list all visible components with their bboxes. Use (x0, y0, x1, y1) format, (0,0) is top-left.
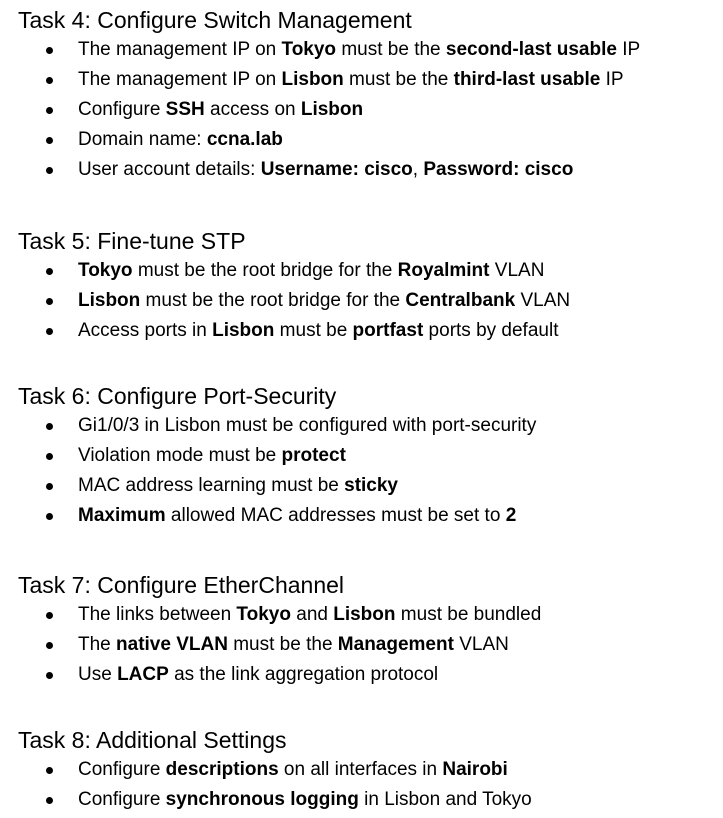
list-item (18, 316, 718, 346)
text-run: protect (281, 445, 346, 466)
text-run: The management IP on (78, 39, 282, 60)
text-run: The management IP on (78, 69, 282, 90)
text-run: Password: cisco (423, 159, 574, 180)
task-4-list (18, 35, 718, 185)
text-run: IP (616, 39, 641, 60)
text-run: Lisbon (212, 320, 275, 341)
text-run: Configure (78, 789, 166, 810)
bullet-icon (46, 612, 53, 619)
text-run: Lisbon (78, 290, 141, 311)
text-run: and (290, 604, 334, 625)
task-6-list (18, 411, 718, 531)
text-run: third-last usable (453, 69, 601, 90)
text-run: Violation mode must be (78, 445, 282, 466)
text-run: access on (204, 99, 301, 120)
text-run: portfast (352, 320, 424, 341)
bullet-icon (46, 423, 53, 430)
text-run: Management (337, 634, 454, 655)
text-run: must be bundled (395, 604, 542, 625)
text-run: VLAN (453, 634, 509, 655)
text-run: VLAN (489, 260, 545, 281)
text-run: 2 (505, 505, 517, 526)
text-run: IP (600, 69, 624, 90)
text-run: native VLAN (116, 634, 228, 655)
task-7-list (18, 600, 718, 690)
bullet-icon (46, 672, 53, 679)
bullet-icon (46, 797, 53, 804)
list-item (18, 660, 718, 690)
bullet-icon (46, 767, 53, 774)
text-run: allowed MAC addresses must be set to (165, 505, 506, 526)
text-run: Tokyo (281, 39, 337, 60)
text-run: MAC address learning must be (78, 475, 345, 496)
task-5-title: Task 5: Fine-tune STP (18, 228, 246, 254)
text-run: ccna.lab (206, 129, 283, 150)
text-run: must be the root bridge for the (140, 290, 406, 311)
list-item (18, 441, 718, 471)
text-run: Centralbank (405, 290, 516, 311)
task-8-title: Task 8: Additional Settings (18, 727, 287, 753)
list-item (18, 501, 718, 531)
task-6-title: Task 6: Configure Port-Security (18, 383, 337, 409)
bullet-icon (46, 483, 53, 490)
text-run: Lisbon (333, 604, 396, 625)
list-item (18, 35, 718, 65)
list-item (18, 600, 718, 630)
list-item (18, 785, 718, 815)
task-7-title: Task 7: Configure EtherChannel (18, 572, 345, 598)
list-item (18, 755, 718, 785)
text-run: Domain name: (78, 129, 207, 150)
text-run: ports by default (423, 320, 559, 341)
bullet-icon (46, 268, 53, 275)
text-run: must be (274, 320, 353, 341)
text-run: Configure (78, 99, 166, 120)
text-run: in Lisbon and Tokyo (358, 789, 532, 810)
text-run: Lisbon (281, 69, 344, 90)
bullet-icon (46, 513, 53, 520)
text-run: Royalmint (397, 260, 490, 281)
list-item (18, 411, 718, 441)
task-8-list (18, 755, 718, 815)
bullet-icon (46, 453, 53, 460)
text-run: , (412, 159, 424, 180)
text-run: LACP (117, 664, 169, 685)
text-run: must be the root bridge for the (132, 260, 398, 281)
bullet-icon (46, 107, 53, 114)
task-6-section (18, 381, 718, 531)
list-item (18, 65, 718, 95)
text-run: The links between (78, 604, 237, 625)
list-item (18, 471, 718, 501)
text-run: must be the (343, 69, 454, 90)
text-run: as the link aggregation protocol (168, 664, 439, 685)
text-run: The (78, 634, 117, 655)
text-run: synchronous logging (165, 789, 359, 810)
task-8-section (18, 725, 718, 815)
text-run: Access ports in (78, 320, 213, 341)
bullet-icon (46, 137, 53, 144)
text-run: sticky (344, 475, 398, 496)
task-7-section (18, 570, 718, 690)
bullet-icon (46, 77, 53, 84)
text-run: SSH (165, 99, 205, 120)
task-4-title: Task 4: Configure Switch Management (18, 7, 412, 33)
bullet-icon (46, 298, 53, 305)
text-run: Configure (78, 759, 166, 780)
task-5-list (18, 256, 718, 346)
text-run: Lisbon (300, 99, 364, 120)
text-run: Tokyo (78, 260, 133, 281)
task-4-section (18, 5, 718, 185)
bullet-icon (46, 47, 53, 54)
text-run: Tokyo (236, 604, 291, 625)
text-run: Maximum (78, 505, 166, 526)
bullet-icon (46, 167, 53, 174)
text-run: Use (78, 664, 118, 685)
list-item (18, 256, 718, 286)
list-item (18, 630, 718, 660)
list-item (18, 95, 718, 125)
bullet-icon (46, 328, 53, 335)
list-item (18, 125, 718, 155)
list-item (18, 286, 718, 316)
text-run: VLAN (515, 290, 571, 311)
text-run: Gi1/0/3 in Lisbon must be configured with port-security (78, 415, 537, 436)
task-5-section (18, 226, 718, 346)
text-run: descriptions (165, 759, 279, 780)
list-item (18, 155, 718, 185)
text-run: User account details: (78, 159, 261, 180)
bullet-icon (46, 642, 53, 649)
text-run: must be the (227, 634, 338, 655)
text-run: on all interfaces in (278, 759, 443, 780)
text-run: Nairobi (442, 759, 508, 780)
text-run: must be the (336, 39, 446, 60)
text-run: second-last usable (445, 39, 617, 60)
text-run: Username: cisco (260, 159, 413, 180)
